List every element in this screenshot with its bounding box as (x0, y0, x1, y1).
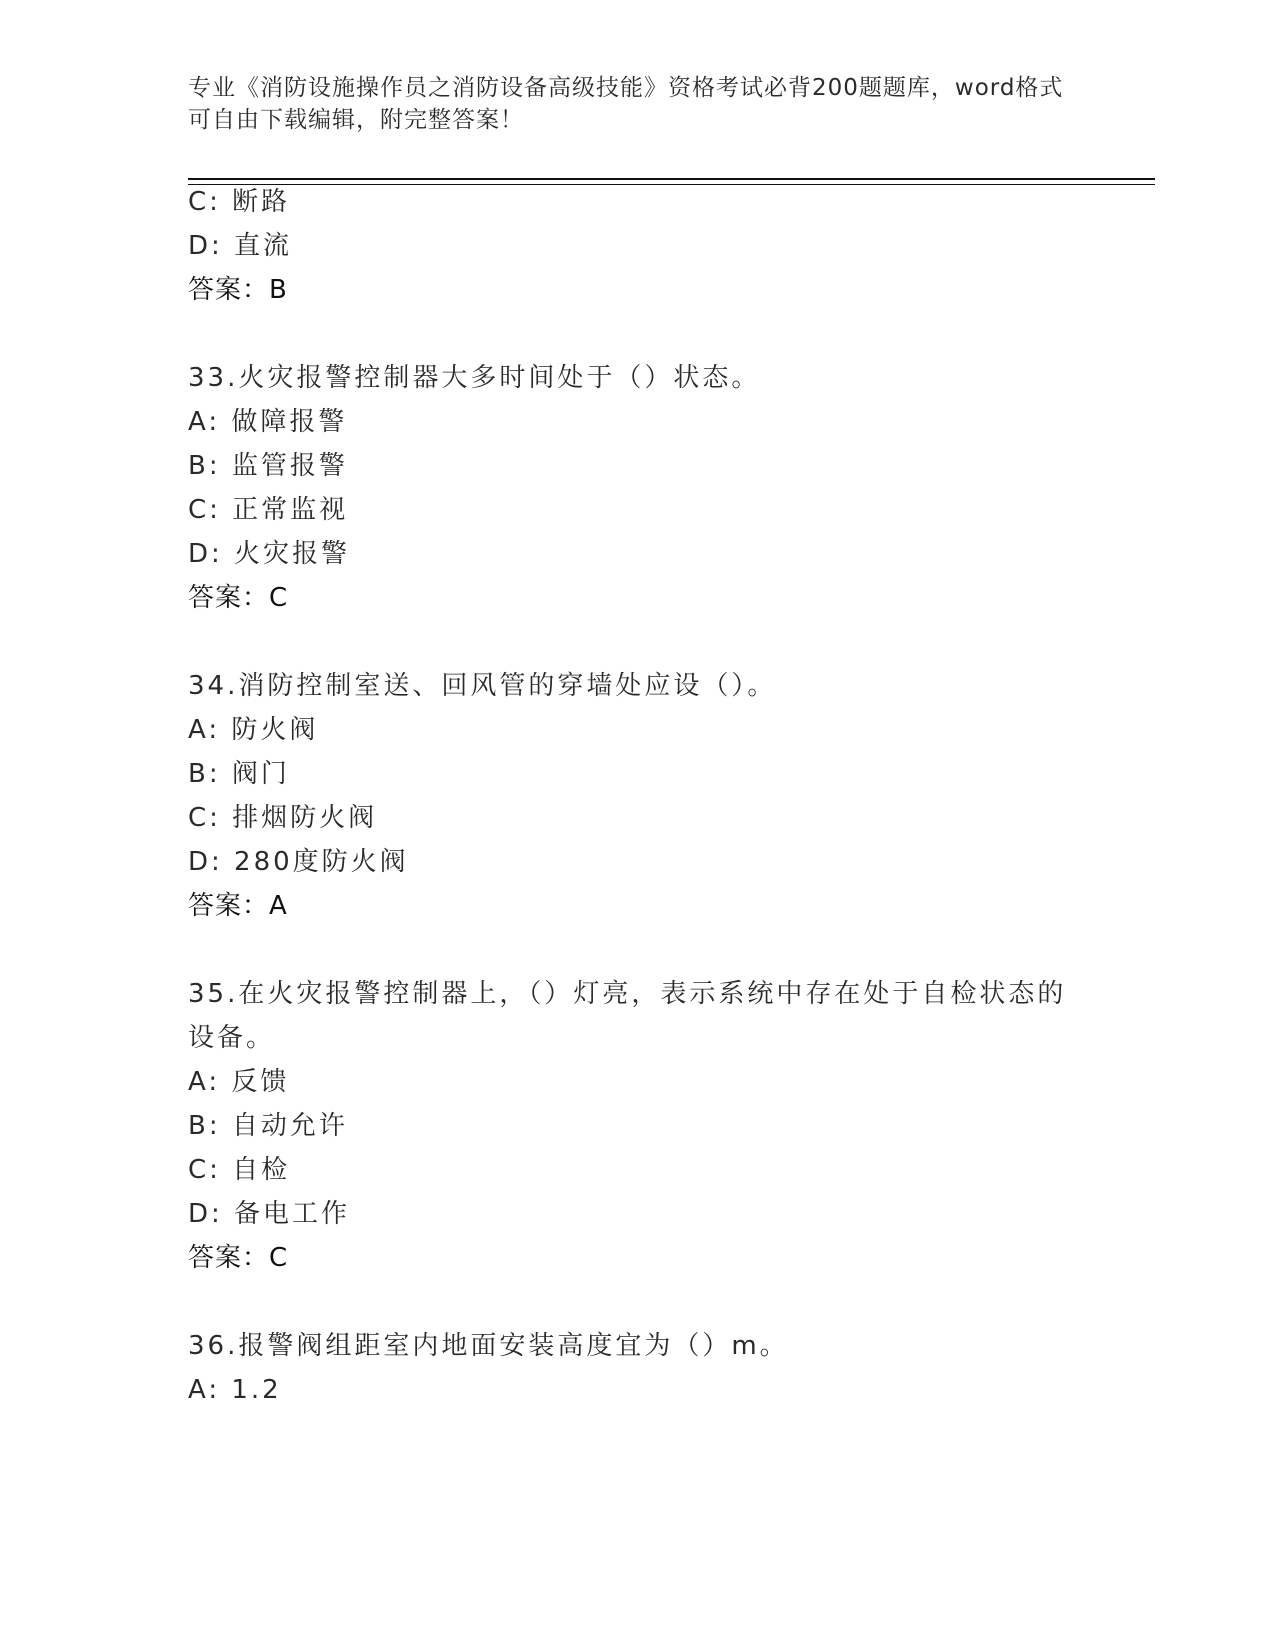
answer-line: 答案：C (188, 1243, 289, 1273)
option-d: D: 直流 (188, 231, 293, 261)
answer-line: 答案：C (188, 583, 289, 613)
document-header: 专业《消防设施操作员之消防设备高级技能》资格考试必背200题题库，word格式可自由下载编辑，附完整答案！ (188, 75, 1064, 133)
option-d: D: 280度防火阀 (188, 847, 409, 877)
header-divider-thick (188, 178, 1155, 180)
option-b: B: 自动允许 (188, 1111, 348, 1141)
option-c: C: 正常监视 (188, 495, 349, 525)
option-b: B: 阀门 (188, 759, 290, 789)
option-c: C: 自检 (188, 1155, 291, 1185)
question-stem: 33.火灾报警控制器大多时间处于（）状态。 (188, 363, 761, 393)
question-stem-continued: 设备。 (188, 1023, 276, 1053)
option-a: A: 做障报警 (188, 407, 348, 437)
option-b: B: 监管报警 (188, 451, 348, 481)
question-stem: 34.消防控制室送、回风管的穿墙处应设（）。 (188, 671, 777, 701)
option-a: A: 防火阀 (188, 715, 319, 745)
option-a: A: 1.2 (188, 1375, 282, 1405)
option-c: C: 排烟防火阀 (188, 803, 378, 833)
answer-line: 答案：A (188, 891, 288, 921)
option-c: C: 断路 (188, 187, 291, 217)
question-stem: 36.报警阀组距室内地面安装高度宜为（）m。 (188, 1331, 789, 1361)
header-divider-thin (188, 184, 1155, 185)
question-stem: 35.在火灾报警控制器上，（）灯亮，表示系统中存在处于自检状态的 (188, 979, 1067, 1009)
option-d: D: 火灾报警 (188, 539, 351, 569)
option-d: D: 备电工作 (188, 1199, 351, 1229)
answer-line: 答案：B (188, 275, 288, 305)
option-a: A: 反馈 (188, 1067, 290, 1097)
